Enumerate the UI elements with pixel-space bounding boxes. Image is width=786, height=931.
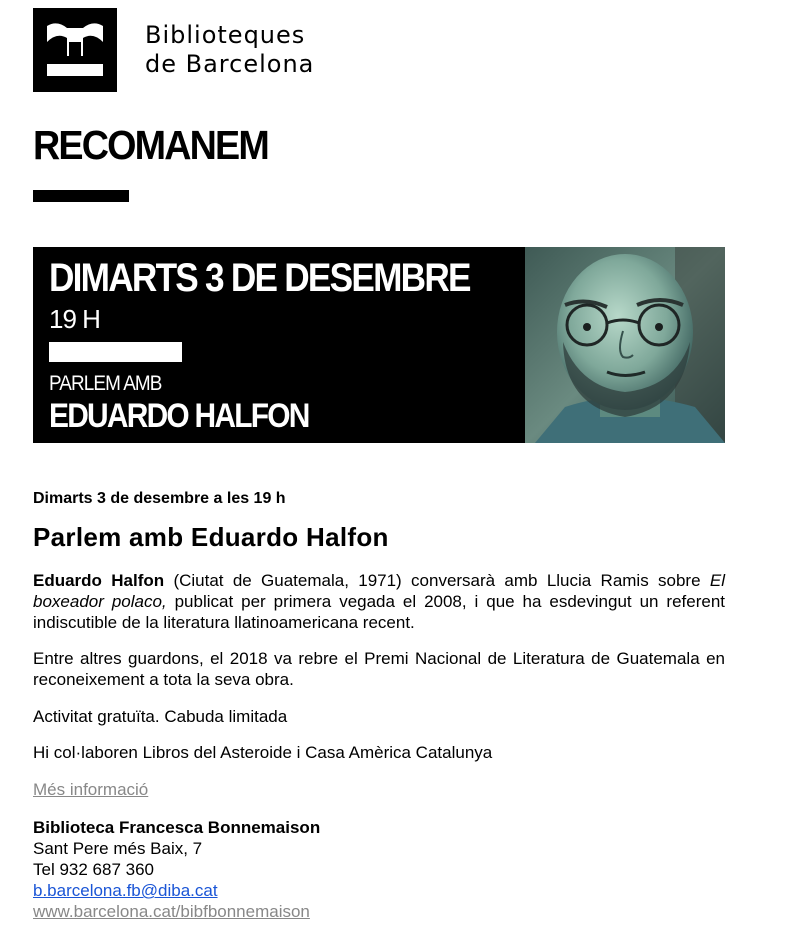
collaborators-info: Hi col·laboren Libros del Asteroide i Casa Amèrica Catalunya bbox=[33, 743, 493, 762]
event-description bbox=[33, 570, 725, 633]
library-website-link[interactable]: www.barcelona.cat/bibfbonnemaison bbox=[33, 902, 310, 921]
brand-name bbox=[145, 21, 314, 79]
library-address: Sant Pere més Baix, 7 bbox=[33, 839, 203, 858]
description-part-1: (Ciutat de Guatemala, 1971) conversarà amb Llucia Ramis sobre bbox=[164, 571, 710, 590]
biblioteques-logo-icon bbox=[33, 8, 117, 92]
library-email-link[interactable]: b.barcelona.fb@diba.cat bbox=[33, 881, 218, 900]
banner-author-name: EDUARDO HALFON bbox=[49, 397, 309, 435]
contact-block bbox=[33, 817, 320, 922]
description-part-2: publicat per primera vegada el 2008, i que ha esdevingut un referent indiscutible de la literatura llatinoamericana recent. bbox=[33, 592, 725, 632]
library-name: Biblioteca Francesca Bonnemaison bbox=[33, 818, 321, 837]
author-portrait bbox=[525, 247, 725, 443]
brand-logo[interactable] bbox=[33, 8, 314, 92]
section-divider bbox=[33, 190, 129, 202]
library-phone: Tel 932 687 360 bbox=[33, 860, 154, 879]
section-title: RECOMANEM bbox=[33, 122, 268, 168]
event-title: Parlem amb Eduardo Halfon bbox=[33, 522, 389, 552]
banner-time: 19 H bbox=[49, 304, 100, 334]
admission-info: Activitat gratuïta. Cabuda limitada bbox=[33, 707, 288, 726]
brand-line-1: Biblioteques bbox=[145, 21, 306, 49]
event-banner[interactable] bbox=[33, 247, 725, 443]
author-name: Eduardo Halfon bbox=[33, 571, 165, 590]
book-title: El boxeador polaco, bbox=[33, 571, 725, 611]
more-info-link[interactable]: Més informació bbox=[33, 780, 149, 799]
banner-date: DIMARTS 3 DE DESEMBRE bbox=[49, 256, 470, 300]
awards-paragraph: Entre altres guardons, el 2018 va rebre el Premi Nacional de Literatura de Guatemala en reconeixement a tota la seva obra. bbox=[33, 649, 725, 689]
event-date: Dimarts 3 de desembre a les 19 h bbox=[33, 490, 286, 507]
banner-kicker: PARLEM AMB bbox=[49, 372, 162, 395]
banner-divider bbox=[49, 342, 182, 362]
brand-line-2: de Barcelona bbox=[145, 50, 315, 78]
